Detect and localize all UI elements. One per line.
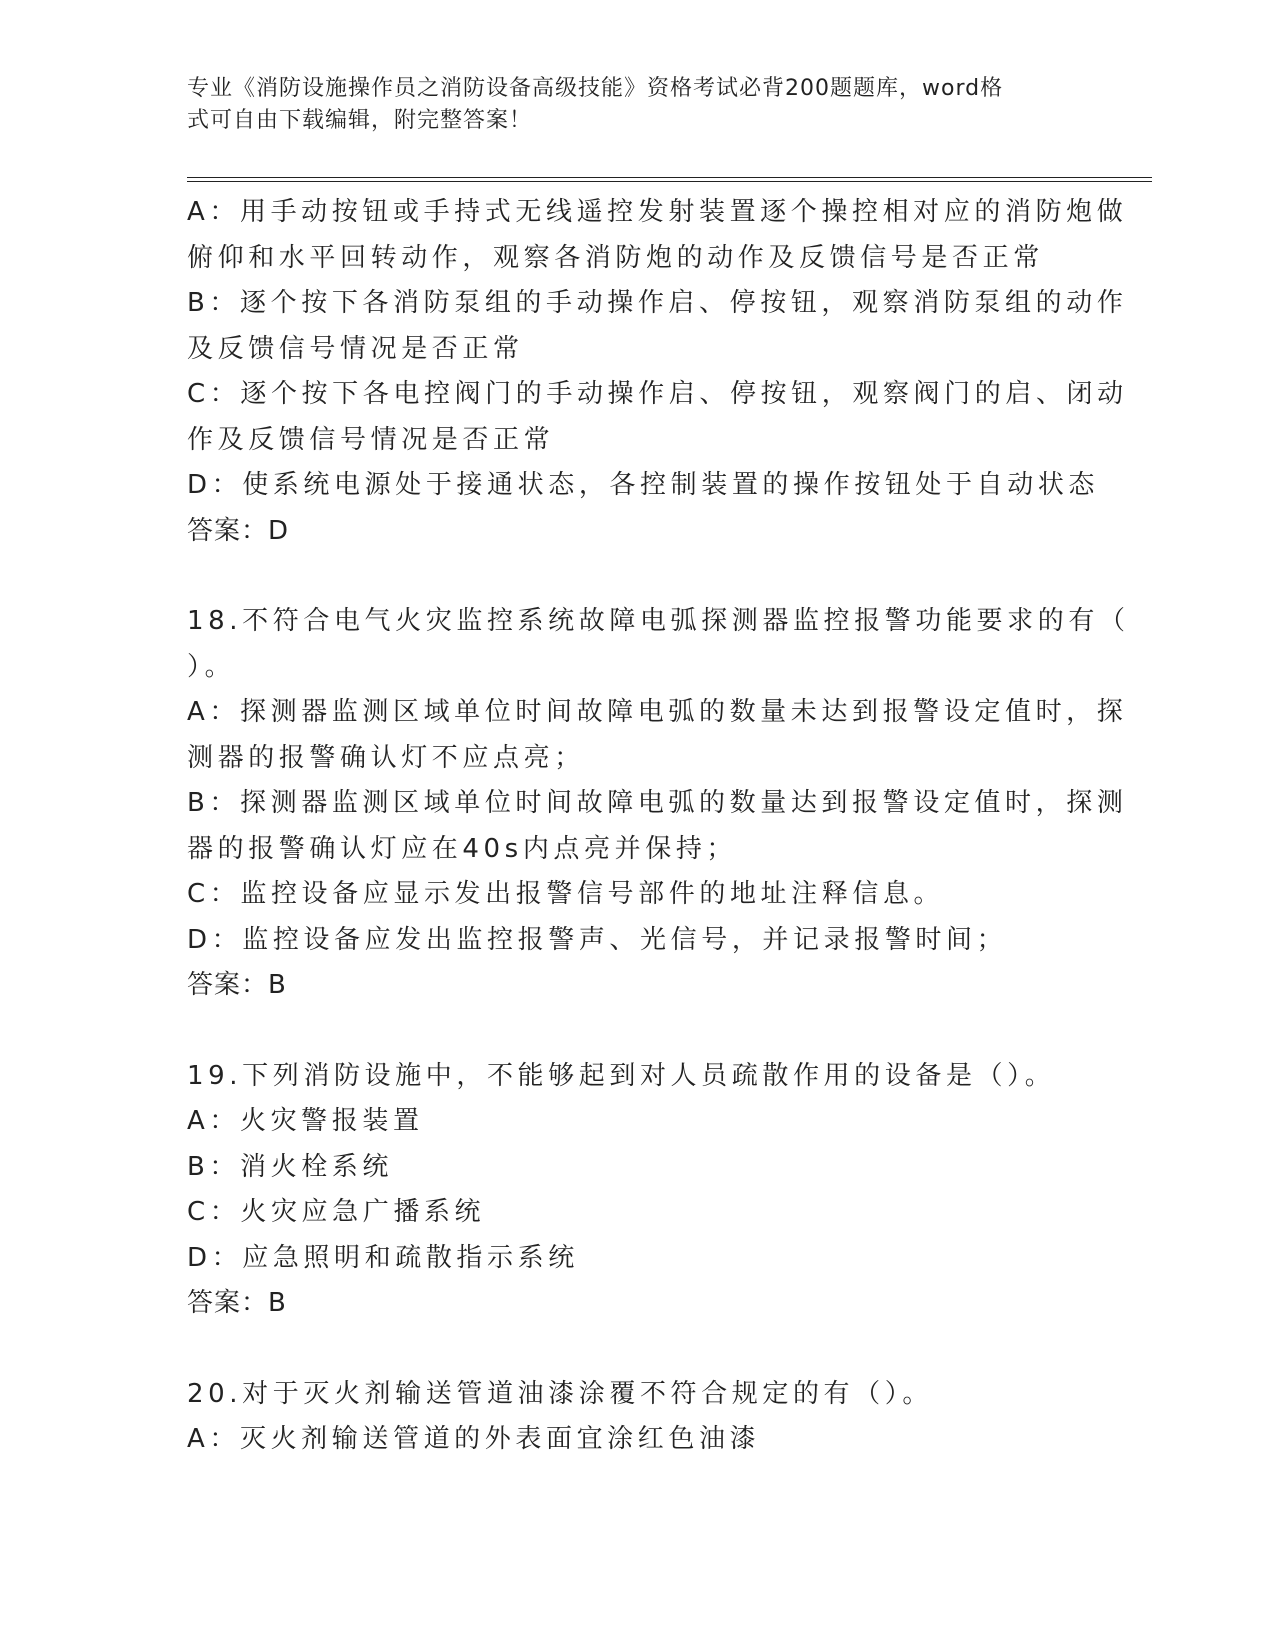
option-b-line-1: B：逐个按下各消防泵组的手动操作启、停按钮，观察消防泵组的动作 <box>187 288 1128 318</box>
option-a-line-1: A：用手动按钮或手持式无线遥控发射装置逐个操控相对应的消防炮做 <box>187 197 1128 227</box>
answer-text: 答案：B <box>187 970 287 1000</box>
option-d-line-1: D：应急照明和疏散指示系统 <box>187 1242 579 1273</box>
option-d-line-1: D：使系统电源处于接通状态，各控制装置的操作按钮处于自动状态 <box>187 470 1100 500</box>
question-content <box>187 190 1130 1463</box>
question-stem-line-1: 19.下列消防设施中，不能够起到对人员疏散作用的设备是（）。 <box>187 1060 1056 1091</box>
document-header <box>187 73 1067 137</box>
answer-text: 答案：D <box>187 515 290 546</box>
option-c-line-1: C：逐个按下各电控阀门的手动操作启、停按钮，观察阀门的启、闭动 <box>187 379 1128 409</box>
question-20 <box>187 1372 1087 1463</box>
spacer <box>187 1009 1087 1054</box>
option-b-line-1: B：消火栓系统 <box>187 1151 394 1182</box>
question-18 <box>187 599 1130 1009</box>
option-a-line-2: 测器的报警确认灯不应点亮； <box>187 742 585 773</box>
option-c-line-2: 作及反馈信号情况是否正常 <box>187 424 555 455</box>
question-stem-line-1: 18.不符合电气火灾监控系统故障电弧探测器监控报警功能要求的有（ <box>187 606 1130 636</box>
option-a-line-1: A：探测器监测区域单位时间故障电弧的数量未达到报警设定值时，探 <box>187 697 1128 727</box>
question-19 <box>187 1054 1087 1327</box>
header-line-2: 式可自由下载编辑，附完整答案！ <box>187 108 533 133</box>
spacer <box>187 554 1087 599</box>
option-c-line-1: C：火灾应急广播系统 <box>187 1197 486 1227</box>
spacer <box>187 1327 1087 1372</box>
option-a-line-2: 俯仰和水平回转动作，观察各消防炮的动作及反馈信号是否正常 <box>187 242 1044 273</box>
option-d-line-1: D：监控设备应发出监控报警声、光信号，并记录报警时间； <box>187 924 1008 955</box>
question-17 <box>187 190 1128 554</box>
option-b-line-1: B：探测器监测区域单位时间故障电弧的数量达到报警设定值时，探测 <box>187 788 1128 818</box>
option-a-line-1: A：灭火剂输送管道的外表面宜涂红色油漆 <box>187 1424 761 1454</box>
question-stem-line-2: ）。 <box>187 651 236 682</box>
option-c-line-1: C：监控设备应显示发出报警信号部件的地址注释信息。 <box>187 879 945 909</box>
option-b-line-2: 器的报警确认灯应在40s内点亮并保持； <box>187 833 738 864</box>
answer-text: 答案：B <box>187 1288 287 1318</box>
option-a-line-1: A：火灾警报装置 <box>187 1106 424 1136</box>
question-stem-line-1: 20.对于灭火剂输送管道油漆涂覆不符合规定的有（）。 <box>187 1378 933 1409</box>
header-line-1: 专业《消防设施操作员之消防设备高级技能》资格考试必背200题题库，word格 <box>187 76 1004 101</box>
option-b-line-2: 及反馈信号情况是否正常 <box>187 333 524 364</box>
header-double-rule <box>187 177 1152 182</box>
